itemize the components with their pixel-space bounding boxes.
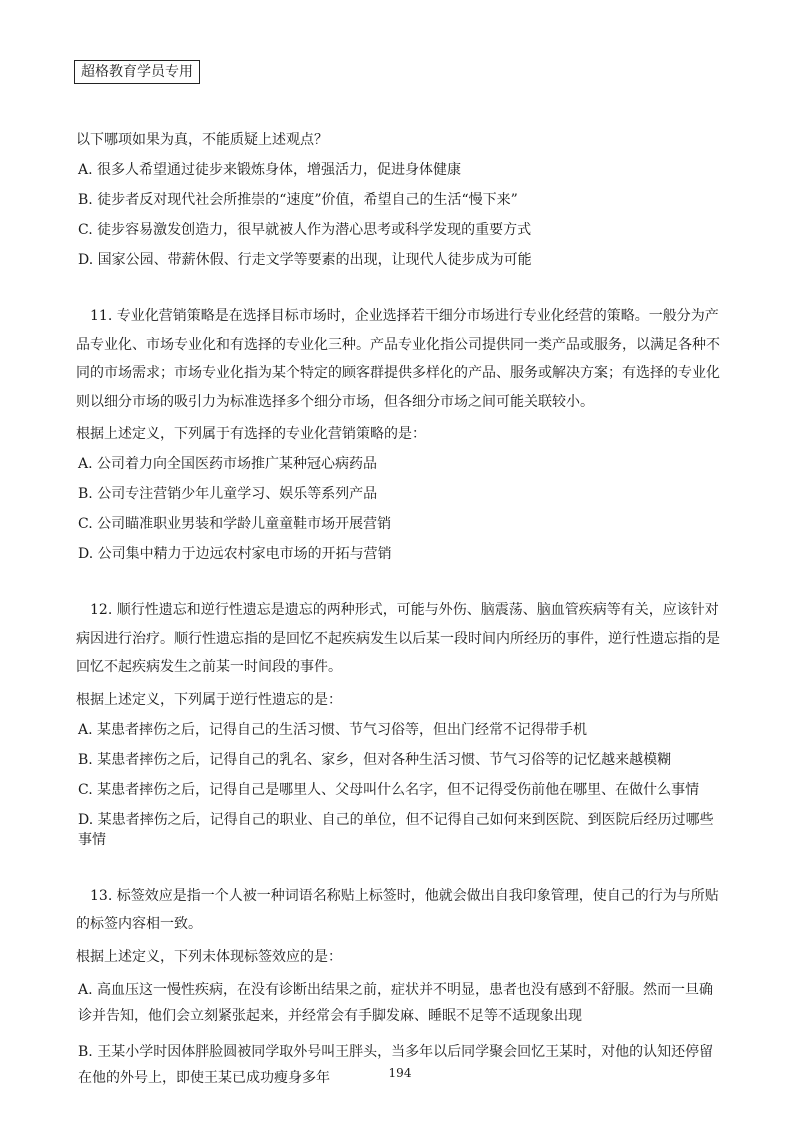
question-stem: 13. 标签效应是指一个人被一种词语名称贴上标签时，他就会做出自我印象管理，使自己的行为与所贴的标签内容相一致。 [76,887,719,932]
question-stem: 11. 专业化营销策略是在选择目标市场时，企业选择若干细分市场进行专业化经营的策略。一般分为产品专业化、市场专业化和有选择的专业化三种。产品专业化指公司提供同一类产品或服务，以满足各种不同的市场需求；市场专业化指为某个特定的顾客群提供多样化的产品、服务或解决方案；有选择的专业化则以细分市场的吸引力为标准选择多个细分市场，但各细分市场之间可能关联较小。 [76,308,720,410]
option-a: A. 高血压这一慢性疾病，在没有诊断出结果之前，症状并不明显，患者也没有感到不舒服。然而一旦确诊并告知，他们会立刻紧张起来，并经常会有手脚发麻、睡眠不足等不适现象出现 [78,981,714,1024]
question-11 [76,302,726,564]
option-a: A. 很多人希望通过徒步来锻炼身体，增强活力，促进身体健康 [78,162,462,178]
option-c: C. 徒步容易激发创造力，很早就被人作为潜心思考或科学发现的重要方式 [78,222,532,238]
question-prompt: 以下哪项如果为真，不能质疑上述观点？ [76,132,328,148]
option-c: C. 某患者摔伤之后，记得自己是哪里人、父母叫什么名字，但不记得受伤前他在哪里、在做什么事情 [78,781,700,798]
option-c: C. 公司瞄准职业男装和学龄儿童童鞋市场开展营销 [78,516,392,532]
document-body [76,122,726,1101]
question-stem: 12. 顺行性遗忘和逆行性遗忘是遗忘的两种形式，可能与外伤、脑震荡、脑血管疾病等有关，应该针对病因进行治疗。顺行性遗忘指的是回忆不起疾病发生以后某一段时间内所经历的事件，逆行性遗忘指的是回忆不起疾病发生之前某一时间段的事件。 [76,602,720,675]
question-13 [76,882,726,1091]
option-b: B. 王某小学时因体胖脸圆被同学取外号叫王胖头，当多年以后同学聚会回忆王某时，对他的认知还停留在他的外号上，即使王某已成功瘦身多年 [78,1043,714,1086]
question-10-tail [76,130,726,270]
question-12 [76,596,726,850]
option-a: A. 公司着力向全国医药市场推广某种冠心病药品 [78,456,378,472]
page-number: 194 [388,1066,412,1080]
header-tag: 超格教育学员专用 [74,60,200,84]
option-d: D. 某患者摔伤之后，记得自己的职业、自己的单位，但不记得自己如何来到医院、到医院后经历过哪些事情 [78,811,714,848]
option-b: B. 徒步者反对现代社会所推崇的“速度”价值，希望自己的生活“慢下来” [78,192,518,208]
question-prompt: 根据上述定义，下列属于有选择的专业化营销策略的是： [76,426,426,442]
question-prompt: 根据上述定义，下列未体现标签效应的是： [76,948,342,965]
option-b: B. 公司专注营销少年儿童学习、娱乐等系列产品 [78,486,378,502]
option-d: D. 国家公园、带薪休假、行走文学等要素的出现，让现代人徒步成为可能 [78,252,532,268]
option-d: D. 公司集中精力于边远农村家电市场的开拓与营销 [78,546,392,562]
option-b: B. 某患者摔伤之后，记得自己的乳名、家乡，但对各种生活习惯、节气习俗等的记忆越来越模糊 [78,751,672,768]
option-a: A. 某患者摔伤之后，记得自己的生活习惯、节气习俗等，但出门经常不记得带手机 [78,721,588,738]
question-prompt: 根据上述定义，下列属于逆行性遗忘的是： [76,691,342,708]
